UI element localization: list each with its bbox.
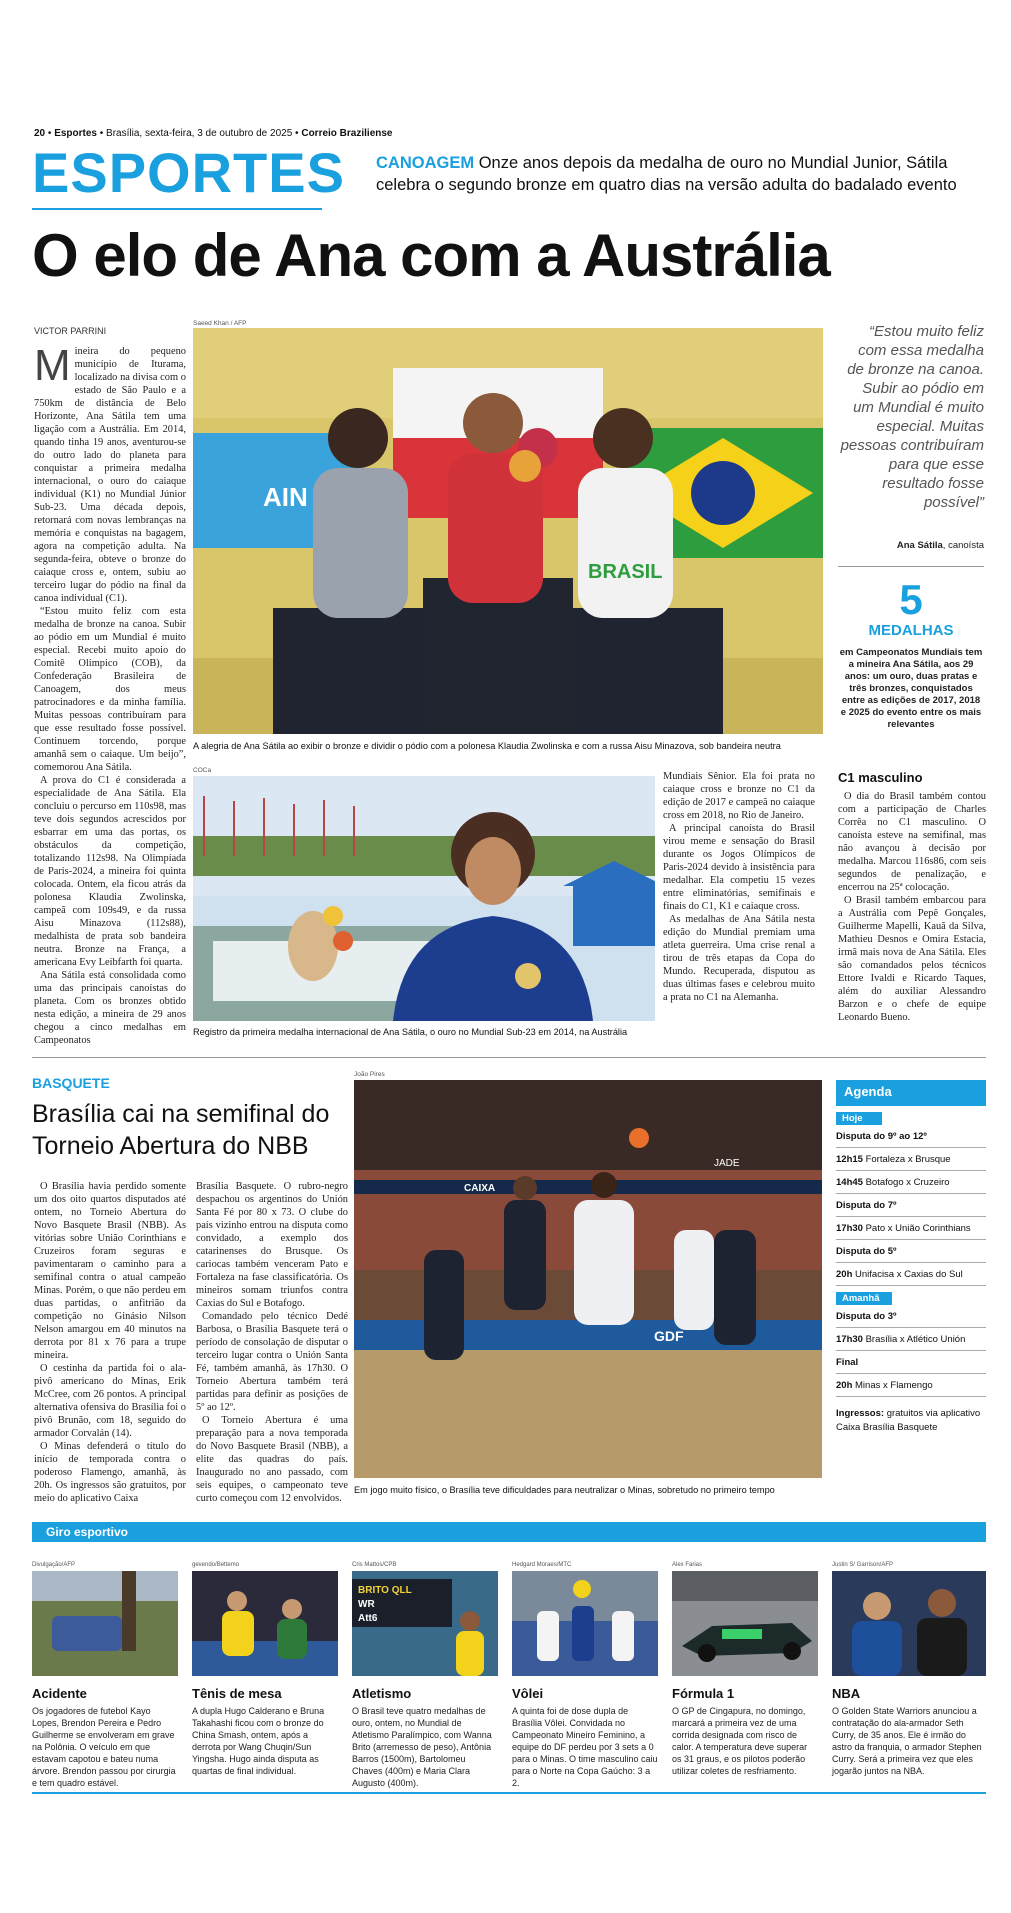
folio-section: Esportes [54,128,97,139]
mid-p3: As medalhas de Ana Sátila nesta edição do Mundial premiam uma atleta guerreira. Uma crise renal a tirou de três etapas da Copa do Mundo. Recuperada, disputou as duas últimas fases e celebrou muito a prata no C1 na Alemanha. [663,914,815,1003]
giro-credit: Divulgação/AFP [32,1562,76,1568]
stat-text: em Campeonatos Mundiais tem a mineira Ana Sátila, aos 29 anos: um ouro, duas pratas e três bronzes, conquistados entre as edições de 2017, 2018 e 2025 do evento entre os mais relevantes [839,647,983,730]
kicker-text: Onze anos depois da medalha de ouro no Mundial Junior, Sátila celebra o segundo bronze em quatro dias na versão adulta do badalado evento [376,154,957,194]
giro-text-formula1: O GP de Cingapura, no domingo, marcará a primeira vez de uma corrida designada com risco de calor. A temperatura deve superar os 31 graus, e os pilotos poderão utilizar coletes de resfriamento. [672,1706,808,1776]
basquete-col2-p3: O Torneio Abertura é uma preparação para a nova temporada do Novo Basquete Brasil (NBB), a elite das quadras do país. Inaugurado no ano passado, com seis equipes, o campeonato teve curto começou com 12 envolvidos. [196,1415,348,1504]
giro-title: Giro esportivo [46,1525,129,1539]
giro-item-atletismo [352,1562,498,1789]
agenda-row [836,1125,986,1148]
folio-paper: Correio Braziliense [301,128,393,139]
stat-number: 5 [899,576,923,623]
photo2-caption: Registro da primeira medalha internacional de Ana Sátila, o ouro no Mundial Sub-23 em 2014, na Austrália [193,1027,628,1037]
podium-photo [193,328,823,734]
giro-credit: Hedgard Moraes/MTC [512,1562,572,1568]
agenda-tickets [836,1407,986,1435]
giro-item-formula1 [672,1562,818,1777]
folio-dateline: Brasília, sexta-feira, 3 de outubro de 2025 [106,128,293,139]
agenda-phase: Disputa do 3º [836,1311,897,1322]
basquete-col1-p3: O Minas defenderá o título do início de temporada contra o poderoso Flamengo, amanhã, às 20h. Os ingressos são gratuitos, por meio do aplicativo Caixa [34,1441,186,1504]
basquete-photo-credit: João Pires [354,1071,385,1078]
giro-photo-acidente [32,1571,178,1676]
agenda-row [836,1171,986,1194]
agenda-time: 20h [836,1269,853,1280]
agenda-row [836,1217,986,1240]
agenda-row [836,1351,986,1374]
agenda-row [836,1263,986,1286]
board-line3: Att6 [358,1613,378,1624]
folio: 20 • Esportes • Brasília, sexta-feira, 3 de outubro de 2025 • Correio Braziliense [34,128,393,139]
agenda-match: Brasília x Atlético Unión [865,1334,966,1345]
giro-header [32,1522,986,1542]
banner-gdf-text: GDF [654,1328,684,1344]
c1-p2: O Brasil também embarcou para a Austrália com Pepê Gonçales, Guilherme Mapelli, Kauã da Silva, Mathieu Desnos e Omira Estacia, irmã mais nova de Ana Sátila. Eles são comandados pelos técnicos Ettore Ivaldi e Ricardo Taques, além do auxiliar Alessandro Barzon e o chefe de equipe Leonardo Bueno. [838,895,986,1023]
giro-title-tenis: Tênis de mesa [192,1686,282,1701]
giro-photo-nba [832,1571,986,1676]
sidebar-divider [838,566,984,567]
giro-credit: Cris Mattos/CPB [352,1562,397,1568]
folio-page: 20 [34,128,46,139]
giro-item-acidente [32,1562,178,1789]
photo2-credit: COCa [193,767,212,774]
giro-item-tenis [192,1562,338,1777]
agenda-phase: Disputa do 9º ao 12º [836,1131,927,1142]
agenda-tomorrow-list [836,1305,986,1397]
agenda-row [836,1374,986,1397]
basquete-col1 [34,1180,186,1505]
c1-title: C1 masculino [838,770,923,785]
c1-column [838,790,986,1024]
section-title: ESPORTES [32,141,345,204]
basquete-kicker: BASQUETE [32,1075,110,1091]
lead-p1: ineira do pequeno município de Iturama, localizado na divisa com o estado de São Paulo e a 750km de distância de Belo Horizonte, Ana Sátila tem uma ligação com a Austrália. Em 2014, quando tinha 19 anos, aventurou-se do outro lado do planeta para conquistar a primeira medalha internacional, o ouro do caiaque individual (K1) no Mundial Júnior Sub-23. Uma década depois, retornará com novas lembranças na memória e conquistas na bagagem, agora na competição adulta. Na segunda-feira, obteve o bronze do caiaque cross e, ontem, subiu ao terceiro lugar do pódio na final da canoa individual (C1). [34,346,186,604]
giro-text-acidente: Os jogadores de futebol Kayo Lopes, Brendon Pereira e Pedro Guilherme se envolveram em grave na Polônia. O veículo em que estavam capotou e bateu numa árvore. Brendon passou por cirurgia e tem quadro estável. [32,1706,176,1788]
mid-p1: Mundiais Sênior. Ela foi prata no caiaque cross e bronze no C1 da edição de 2017 e campeã no caiaque cross em 2018, no Rio de Janeiro. [663,771,815,821]
agenda-match: Fortaleza x Brusque [865,1154,951,1165]
giro-photo-volei [512,1571,658,1676]
byline: VICTOR PARRINI [34,326,107,336]
agenda-time: 14h45 [836,1177,863,1188]
quote-author-name: Ana Sátila [896,540,943,551]
giro-title-formula1: Fórmula 1 [672,1686,735,1701]
quote-author-role: , canoísta [942,540,984,551]
basquete-col2 [196,1180,348,1505]
basquete-caption: Em jogo muito físico, o Brasília teve dificuldades para neutralizar o Minas, sobretudo no primeiro tempo [354,1485,775,1495]
agenda-row [836,1305,986,1328]
bottom-rule [32,1792,986,1794]
giro-photo-atletismo [352,1571,498,1676]
basketball-photo [354,1080,822,1478]
giro-text-nba: O Golden State Warriors anunciou a contratação do ala-armador Seth Curry, de 35 anos. Ele é irmão do astro da franquia, o armador Stephen Curry. Será a primeira vez que eles jogarão juntos na NBA. [832,1706,982,1776]
section-rule [32,208,322,210]
basquete-col1-p1: O Brasília havia perdido somente um dos oito quartos disputados até ontem, no Torneio Abertura do Novo Basquete Brasil (NBB). As vitórias sobre União Corinthians e Cruzeiros foram seguras e pavimentaram o caminho para a semifinal contra o atual campeão Minas. Porém, o que não perdeu em duas partidas, o anfitrião da competição no Ginásio Nilson Nelson amargou em 40 minutos na derrota por 81 x 76 para a trupe mineira. [34,1181,186,1361]
agenda-match: Botafogo x Cruzeiro [865,1177,950,1188]
basquete-headline: Brasília cai na semifinal do Torneio Abertura do NBB [32,1100,330,1160]
giro-item-volei [512,1562,658,1789]
agenda-title: Agenda [836,1080,986,1106]
agenda-match: Minas x Flamengo [855,1380,933,1391]
agenda-match: Pato x União Corinthians [865,1223,971,1234]
giro-title-acidente: Acidente [32,1686,87,1701]
photo1-caption: A alegria de Ana Sátila ao exibir o bronze e dividir o pódio com a polonesa Klaudia Zwolinska e com a russa Aisu Minazova, sob bandeira neutra [193,741,781,751]
section-divider [32,1057,986,1058]
agenda-tomorrow-tag: Amanhã [836,1292,892,1305]
basquete-col1-p2: O cestinha da partida foi o ala-pivô americano do Minas, Erik McCree, com 26 pontos. A principal alternativa ofensiva do Brasília foi o pivô Brunão, com 18, seguido do armador Corvalán (14). [34,1363,186,1439]
giro-credit: gevendo/Bettemo [192,1562,240,1568]
basquete-col2-p2: Comandado pelo técnico Dedé Barbosa, o Brasília Basquete terá o período de consolação de disputar o terceiro lugar contra o Unión Santa Fé, também amanhã, às 17h30. O Torneio Abertura também terá partidas para definir as posições de 5º ao 12º. [196,1311,348,1413]
agenda-row [836,1240,986,1263]
banner-caixa-text: CAIXA [464,1183,496,1194]
agenda-time: 17h30 [836,1223,863,1234]
kicker [376,152,976,196]
agenda-match: Unifacisa x Caxias do Sul [855,1269,963,1280]
giro-title-volei: Vôlei [512,1686,544,1701]
tickets-label: Ingressos: [836,1408,885,1419]
headline: O elo de Ana com a Austrália [32,222,830,289]
giro-title-nba: NBA [832,1686,861,1701]
c1-p1: O dia do Brasil também contou com a participação de Charles Corrêa no C1 masculino. O canoísta esteve na semifinal, mas não avançou à decisão por medalha. Marcou 116s86, com seis segundos de penalização, e encerrou na 25ª colocação. [838,791,986,893]
mid-p2: A principal canoísta do Brasil virou meme e sensação do Brasil durante os Jogos Olímpicos de Paris-2024 devido à insistência para medalhar. Ela competiu 15 vezes entre eliminatórias, semifinais e finais do C1, K1 e caiaque cross. [663,823,815,912]
giro-photo-tenis [192,1571,338,1676]
stat-label: MEDALHAS [868,622,954,639]
tickets-text: gratuitos via aplicativo Caixa Brasília Basquete [836,1408,981,1433]
board-line1: BRITO QLL [358,1585,412,1596]
board-line2: WR [358,1599,375,1610]
brasil-shirt-text: BRASIL [588,561,663,583]
agenda-time: 20h [836,1380,853,1391]
medal-2014-photo [193,776,655,1021]
pull-quote: “Estou muito feliz com essa medalha de bronze na canoa. Subir ao pódio em um Mundial é muito especial. Muitas pessoas contribuíram para que esse resultado fosse possível” [840,323,984,511]
agenda-phase: Disputa do 7º [836,1200,897,1211]
lead-column [34,341,186,1047]
agenda-today-tag: Hoje [836,1112,882,1125]
giro-text-atletismo: O Brasil teve quatro medalhas de ouro, ontem, no Mundial de Atletismo Paralímpico, com Wanna Brito (arremesso de peso), Antônia Barros (1500m), Bartolomeu Chaves (400m) e Maria Clara Augusto (400m). [352,1706,492,1788]
mid-column [663,770,815,1004]
lead-p2: “Estou muito feliz com esta medalha de bronze na canoa. Subir ao pódio em um Mundial é muito especial. Recebi muito apoio do Comitê Olímpico (COB), da Confederação Brasileira de Canoagem, dos meus patrocinadores e da minha família. Muitas pessoas contribuíram para que esse resultado fosse possível. Continuem torcendo, porque amanhã sem o caiaque. Um beijo”, comemorou Ana Sátila. [34,606,186,773]
giro-photo-formula1 [672,1571,818,1676]
agenda-time: 17h30 [836,1334,863,1345]
agenda-row [836,1148,986,1171]
agenda-row [836,1328,986,1351]
lead-p4: Ana Sátila está consolidada como uma das principais canoístas do planeta. Com os bronzes obtido nesta edição, a mineira de 29 anos chegou a cinco medalhas em Campeonatos [34,970,186,1046]
kicker-label: CANOAGEM [376,154,475,172]
giro-title-atletismo: Atletismo [352,1686,412,1701]
basquete-col2-p1: Brasília Basquete. O rubro-negro despachou os argentinos do Unión Santa Fé por 80 x 73. O clube do país vizinho entrou na disputa como convidado, a exemplo dos catarinenses do Brusque. Os cariocas também venceram Pato e Fortaleza na fase classificatória. Os mineiros somam triunfos contra Caxias do Sul e Botafogo. [196,1181,348,1309]
agenda-phase: Final [836,1357,859,1368]
ain-flag-text: AIN [263,482,308,512]
giro-text-volei: A quinta foi de dose dupla de Brasília Vôlei. Convidada no Campeonato Mineiro Feminino, a equipe do DF perdeu por 3 sets a 0 para o Minas. O time masculino caiu para o Norte na Copa Gaúcho: 3 a 2. [512,1706,658,1788]
agenda-row [836,1194,986,1217]
giro-text-tenis: A dupla Hugo Calderano e Bruna Takahashi ficou com o bronze do China Smash, ontem, após a derrota por Wang Chuqin/Sun Yingsha. Hugo ainda disputa as quartas de final individual. [192,1706,325,1776]
agenda-time: 12h15 [836,1154,863,1165]
agenda-box [836,1080,986,1435]
dropcap: M [34,341,71,390]
agenda-today-list [836,1125,986,1286]
giro-item-nba [832,1562,986,1777]
giro-credit: Justin S/ Garrison/AFP [832,1562,894,1568]
giro-credit: Alex Farias [672,1562,703,1568]
photo1-credit: Saeed Khan / AFP [193,320,247,327]
agenda-phase: Disputa do 5º [836,1246,897,1257]
quote-author [838,540,984,551]
banner-jade-text: JADE [714,1158,740,1169]
lead-p3: A prova do C1 é considerada a especialidade de Ana Sátila. Ela concluiu o percurso em 110s98, mas teve dois segundos acrescidos por esbarrar em uma das portas, os obstáculos da competição, totalizando 112s98. Na Olimpíada de Paris-2024, a mineira foi quinta colocada. Ontem, ela ficou atrás da polonesa Klaudia Zwolinska, campeã com 109s49, e da russa Aisu Minazova (112s88), medalhista de prata sob bandeira neutra. Bronze na França, a americana Evy Leibfarth foi quarta. [34,775,186,968]
